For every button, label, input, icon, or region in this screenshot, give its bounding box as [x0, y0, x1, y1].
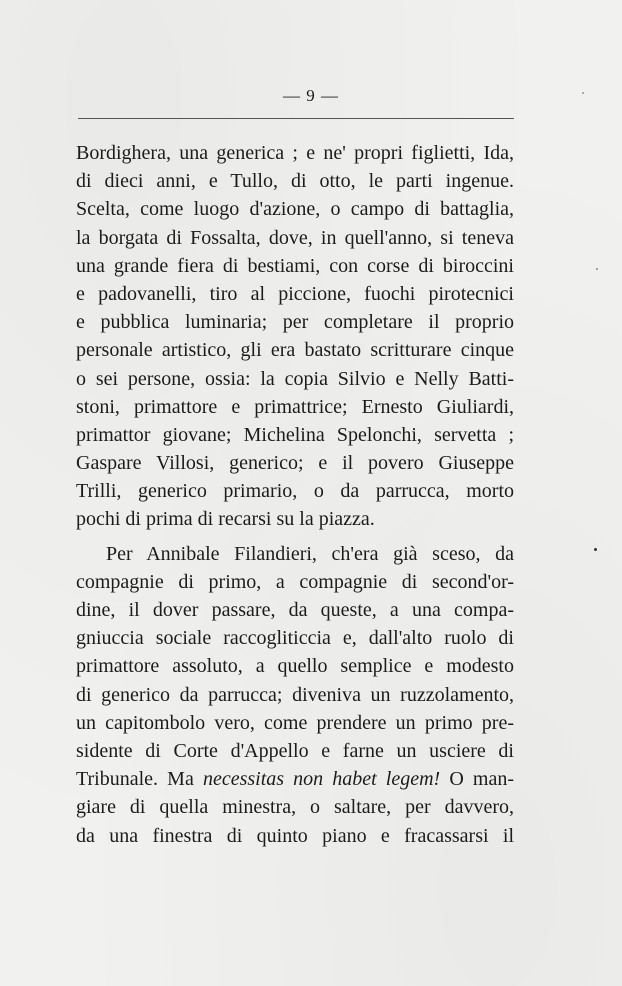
- text-line: da una finestra di quinto piano e fracassarsi il: [76, 824, 514, 847]
- text-line: gniuccia sociale raccogliticcia e, dall'alto ruolo di: [76, 627, 514, 650]
- text-line: e pubblica luminaria; per completare il proprio: [76, 311, 514, 334]
- paper-speck: [594, 548, 597, 551]
- body-text: [76, 139, 514, 850]
- paragraph-1: [76, 139, 514, 534]
- text-line: personale artistico, gli era bastato scritturare cinque: [76, 339, 514, 362]
- text-line: o sei persone, ossia: la copia Silvio e Nelly Batti-: [76, 367, 514, 390]
- text-line: una grande fiera di bestiami, con corse di biroccini: [76, 254, 514, 277]
- text-line: pochi di prima di recarsi su la piazza.: [76, 508, 375, 531]
- header-rule: [78, 118, 514, 119]
- text-line: sidente di Corte d'Appello e farne un usciere di: [76, 739, 514, 762]
- latin-phrase: necessitas non habet legem!: [202, 768, 441, 791]
- paper-speck: [596, 268, 598, 270]
- text-line: un capitombolo vero, come prendere un primo pre-: [76, 711, 514, 734]
- text-line: Tribunale. Ma necessitas non habet legem! O man-: [76, 768, 514, 791]
- text-line: Scelta, come luogo d'azione, o campo di battaglia,: [76, 198, 514, 221]
- text-line: dine, il dover passare, da queste, a una compa-: [76, 599, 514, 621]
- text-line: di generico da parrucca; diveniva un ruzzolamento,: [76, 683, 514, 706]
- text-line: compagnie di primo, a compagnie di second'or-: [76, 570, 514, 593]
- text-line: e padovanelli, tiro al piccione, fuochi pirotecnici: [76, 282, 514, 305]
- paragraph-2: [76, 540, 514, 850]
- text-line: stoni, primattore e primattrice; Ernesto Giuliardi,: [76, 395, 514, 418]
- paper-speck: [582, 92, 584, 94]
- text-line: Gaspare Villosi, generico; e il povero Giuseppe: [76, 452, 514, 475]
- text-line: Bordighera, una generica ; e ne' propri figlietti, Ida,: [76, 142, 514, 164]
- text-line: primattor giovane; Michelina Spelonchi, servetta ;: [76, 423, 514, 446]
- text-line: di dieci anni, e Tullo, di otto, le parti ingenue.: [76, 170, 514, 193]
- page-number: — 9 —: [283, 86, 339, 105]
- text-line: Per Annibale Filandieri, ch'era già sceso, da: [106, 542, 514, 565]
- text-line: primattore assoluto, a quello semplice e modesto: [76, 655, 514, 678]
- text-line: la borgata di Fossalta, dove, in quell'anno, si teneva: [76, 226, 514, 249]
- text-line: Trilli, generico primario, o da parrucca, morto: [76, 480, 514, 503]
- text-line: giare di quella minestra, o saltare, per davvero,: [76, 796, 514, 819]
